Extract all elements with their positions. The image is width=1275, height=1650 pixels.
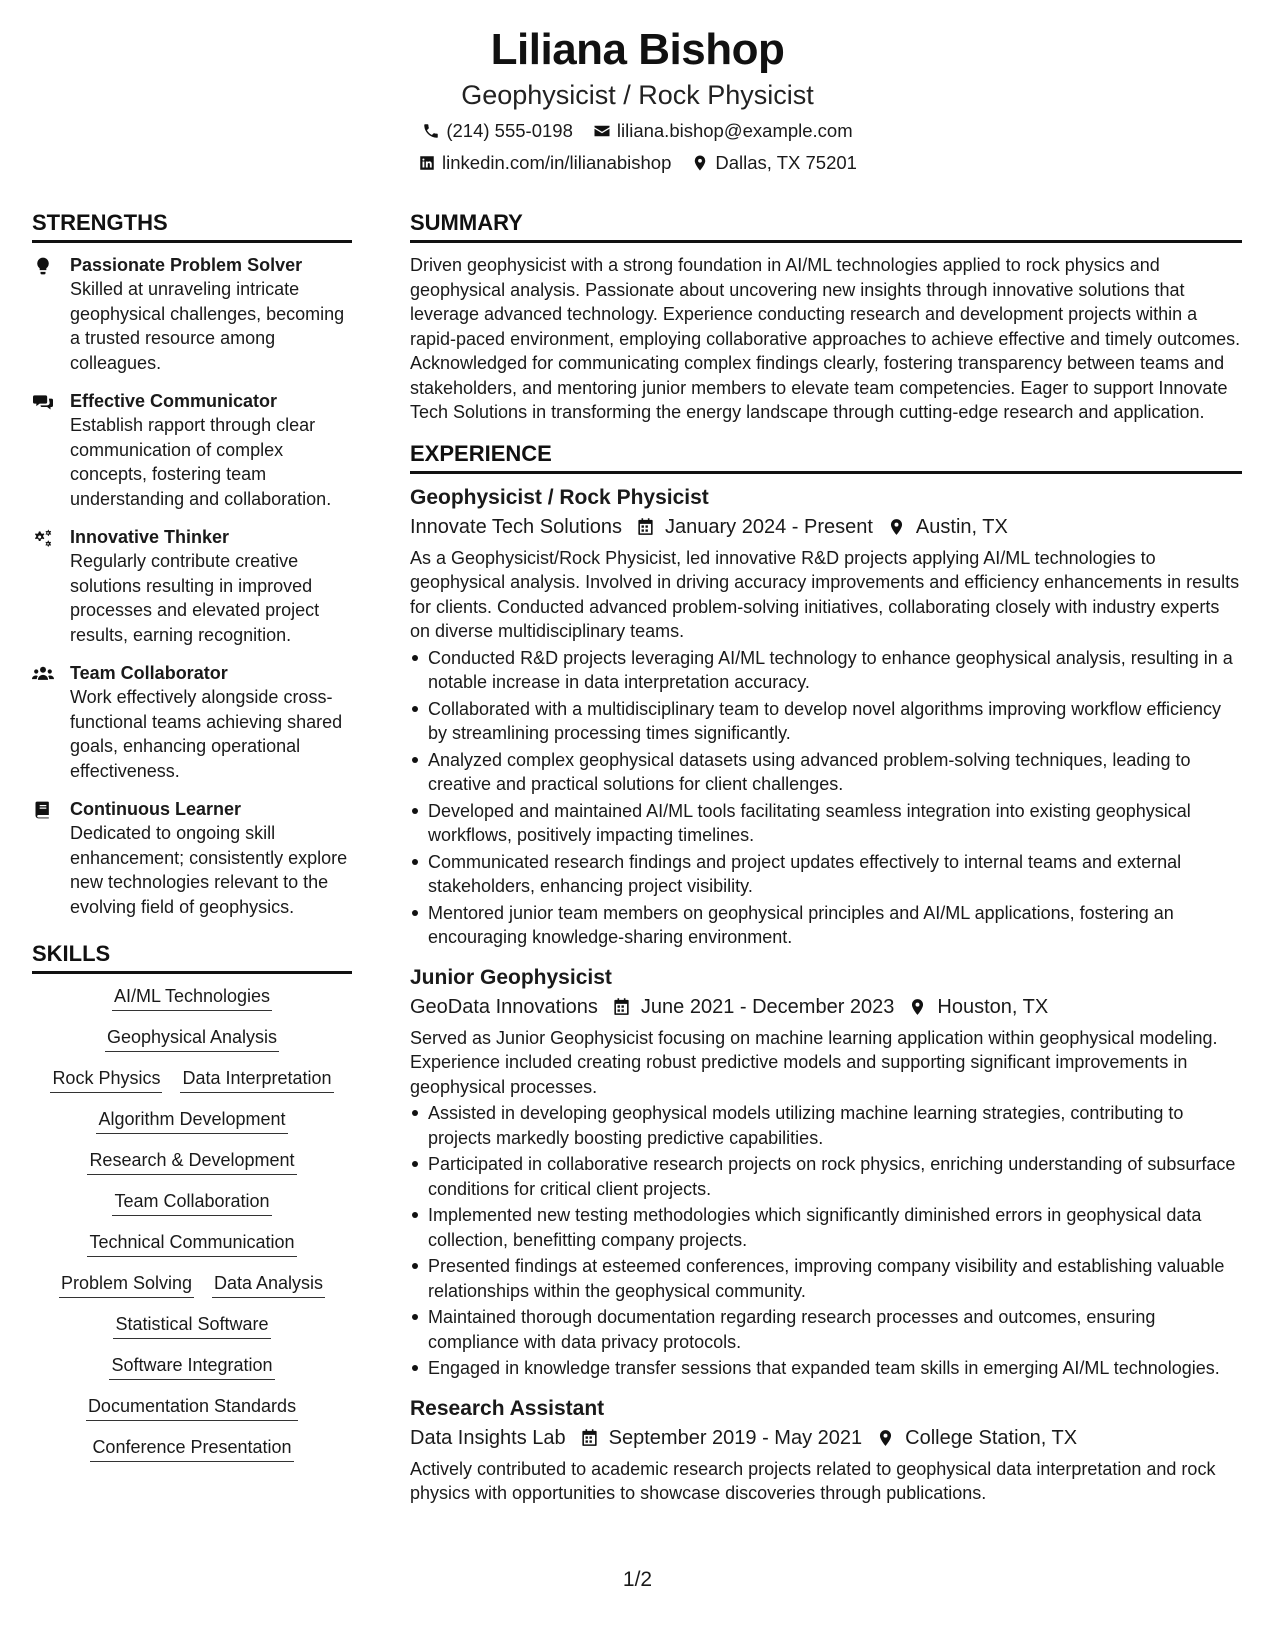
skill-tag: Documentation Standards [86, 1394, 298, 1421]
strength-item [32, 389, 352, 511]
skill-tag: Statistical Software [113, 1312, 270, 1339]
location-text: Dallas, TX 75201 [715, 152, 857, 173]
phone-contact [422, 116, 573, 146]
linkedin-text[interactable]: linkedin.com/in/lilianabishop [442, 152, 672, 173]
job-company: GeoData Innovations [410, 995, 598, 1018]
candidate-name: Liliana Bishop [490, 25, 785, 74]
map-pin-icon [876, 1428, 895, 1448]
strength-item [32, 253, 352, 375]
job-bullet: Developed and maintained AI/ML tools facilitating seamless integration into existing geophysical workflows, positively impacting timelines. [410, 799, 1242, 848]
calendar-icon [612, 997, 631, 1017]
comments-icon [32, 392, 54, 412]
job-location: College Station, TX [905, 1426, 1078, 1449]
job-bullet: Assisted in developing geophysical models utilizing machine learning strategies, contributing to projects markedly boosting predictive capabilities. [410, 1101, 1242, 1150]
candidate-role: Geophysicist / Rock Physicist [461, 80, 814, 110]
lightbulb-icon [32, 256, 54, 276]
strength-desc: Skilled at unraveling intricate geophysical challenges, becoming a trusted resource among colleagues. [70, 279, 345, 373]
job-meta [410, 1423, 1242, 1453]
page-number: 1/2 [622, 1568, 653, 1591]
location-contact [691, 148, 857, 178]
skill-tag: Data Interpretation [180, 1066, 333, 1093]
job-dates: June 2021 - December 2023 [640, 995, 895, 1018]
job-bullet: Participated in collaborative research projects on rock physics, enriching understanding of subsurface conditions for critical client projects. [410, 1152, 1242, 1201]
contact-row-2 [0, 148, 1275, 178]
book-icon [32, 800, 54, 820]
job-entry [410, 484, 1242, 950]
strength-item [32, 661, 352, 783]
skill-tag: Research & Development [87, 1148, 296, 1175]
job-entry [410, 964, 1242, 1381]
skill-tag: Technical Communication [87, 1230, 296, 1257]
job-description: Served as Junior Geophysicist focusing on machine learning application within geophysical modeling. Experience included creating robust predictive models and supporting significant improvements in geophysical processes. [410, 1027, 1218, 1097]
skill-tag: Algorithm Development [96, 1107, 287, 1134]
job-bullet: Conducted R&D projects leveraging AI/ML technology to enhance geophysical analysis, resulting in a notable increase in data interpretation accuracy. [410, 646, 1242, 695]
strength-item [32, 525, 352, 647]
strength-title: Team Collaborator [70, 663, 228, 683]
skills-heading: SKILLS [32, 939, 352, 974]
job-location: Austin, TX [915, 515, 1008, 538]
job-bullet: Presented findings at esteemed conferences, improving company visibility and establishing valuable relationships within the geophysical community. [410, 1254, 1242, 1303]
gears-icon [32, 528, 54, 548]
calendar-icon [580, 1428, 599, 1448]
job-bullet: Collaborated with a multidisciplinary team to develop novel algorithms improving workflow efficiency by streamlining processing times significantly. [410, 697, 1242, 746]
job-dates: January 2024 - Present [665, 515, 873, 538]
job-company: Data Insights Lab [410, 1426, 566, 1449]
strength-desc: Establish rapport through clear communication of complex concepts, fostering team understanding and collaboration. [70, 415, 332, 509]
skills-list [32, 984, 352, 1462]
job-bullets [410, 1101, 1242, 1381]
users-icon [32, 664, 54, 684]
job-bullet: Mentored junior team members on geophysical principles and AI/ML applications, fostering an encouraging knowledge-sharing environment. [410, 901, 1242, 950]
job-meta [410, 992, 1242, 1022]
job-entry [410, 1395, 1242, 1506]
skill-tag: Rock Physics [50, 1066, 162, 1093]
strength-item [32, 797, 352, 919]
strengths-heading: STRENGTHS [32, 208, 352, 243]
experience-heading: EXPERIENCE [410, 439, 1242, 474]
map-pin-icon [908, 997, 927, 1017]
job-bullet: Communicated research findings and project updates effectively to internal teams and external stakeholders, enhancing project visibility. [410, 850, 1242, 899]
job-company: Innovate Tech Solutions [410, 515, 623, 538]
skill-tag: Conference Presentation [90, 1435, 293, 1462]
strength-desc: Regularly contribute creative solutions resulting in improved processes and elevated project results, earning recognition. [70, 551, 320, 645]
job-bullet: Implemented new testing methodologies which significantly diminished errors in geophysical data collection, benefitting company projects. [410, 1203, 1242, 1252]
job-bullet: Engaged in knowledge transfer sessions that expanded team skills in emerging AI/ML technologies. [410, 1356, 1242, 1381]
job-title: Geophysicist / Rock Physicist [410, 485, 709, 509]
linkedin-contact[interactable] [418, 148, 671, 178]
job-title: Research Assistant [410, 1396, 605, 1420]
right-column [410, 208, 1242, 1520]
strength-title: Passionate Problem Solver [70, 255, 303, 275]
linkedin-icon [418, 154, 436, 172]
strength-title: Innovative Thinker [70, 527, 230, 547]
contact-row-1 [0, 116, 1275, 146]
strength-desc: Work effectively alongside cross-functional teams achieving shared goals, enhancing operational effectiveness. [70, 687, 343, 781]
skill-tag: Software Integration [109, 1353, 274, 1380]
left-column [32, 208, 352, 1476]
job-description: As a Geophysicist/Rock Physicist, led innovative R&D projects applying AI/ML technologies to geophysical analysis. Involved in driving accuracy improvements and efficiency enhancements in results for clients. Conducted advanced problem-solving initiatives, collaborating closely with industry experts on diverse multidisciplinary teams. [410, 547, 1240, 641]
strength-title: Effective Communicator [70, 391, 278, 411]
skill-tag: Problem Solving [59, 1271, 194, 1298]
phone-text: (214) 555-0198 [446, 120, 573, 141]
calendar-icon [636, 517, 655, 537]
map-pin-icon [887, 517, 906, 537]
skill-tag: Data Analysis [212, 1271, 325, 1298]
job-bullets [410, 646, 1242, 950]
strength-desc: Dedicated to ongoing skill enhancement; consistently explore new technologies relevant to the evolving field of geophysics. [70, 823, 348, 917]
resume-header [0, 22, 1275, 178]
job-description: Actively contributed to academic research projects related to geophysical data interpretation and rock physics with opportunities to showcase discoveries through publications. [410, 1458, 1216, 1503]
summary-heading: SUMMARY [410, 208, 1242, 243]
skill-tag: Team Collaboration [112, 1189, 271, 1216]
job-meta [410, 512, 1242, 542]
summary-text: Driven geophysicist with a strong foundation in AI/ML technologies applied to rock physics and geophysical analysis. Passionate about uncovering new insights through innovative solutions that leverage advanced technology. Experience conducting research and development projects within a rapid-paced environment, employing collaborative approaches to achieve effective and timely outcomes. Acknowledged for communicating complex findings clearly, fostering transparency between teams and stakeholders, and mentoring junior members to elevate team competencies. Eager to support Innovate Tech Solutions in transforming the energy landscape through cutting-edge research and application. [410, 255, 1241, 422]
job-bullet: Analyzed complex geophysical datasets using advanced problem-solving techniques, leading to creative and practical solutions for client challenges. [410, 748, 1242, 797]
job-location: Houston, TX [937, 995, 1049, 1018]
email-contact[interactable] [593, 116, 853, 146]
strengths-list [32, 253, 352, 919]
job-title: Junior Geophysicist [410, 965, 612, 989]
skill-tag: AI/ML Technologies [112, 984, 272, 1011]
phone-icon [422, 122, 440, 140]
strength-title: Continuous Learner [70, 799, 242, 819]
envelope-icon [593, 122, 611, 140]
skill-tag: Geophysical Analysis [105, 1025, 279, 1052]
job-bullet: Maintained thorough documentation regarding research processes and outcomes, ensuring compliance with data privacy protocols. [410, 1305, 1242, 1354]
job-dates: September 2019 - May 2021 [608, 1426, 863, 1449]
map-pin-icon [691, 154, 709, 172]
email-text[interactable]: liliana.bishop@example.com [616, 120, 853, 141]
